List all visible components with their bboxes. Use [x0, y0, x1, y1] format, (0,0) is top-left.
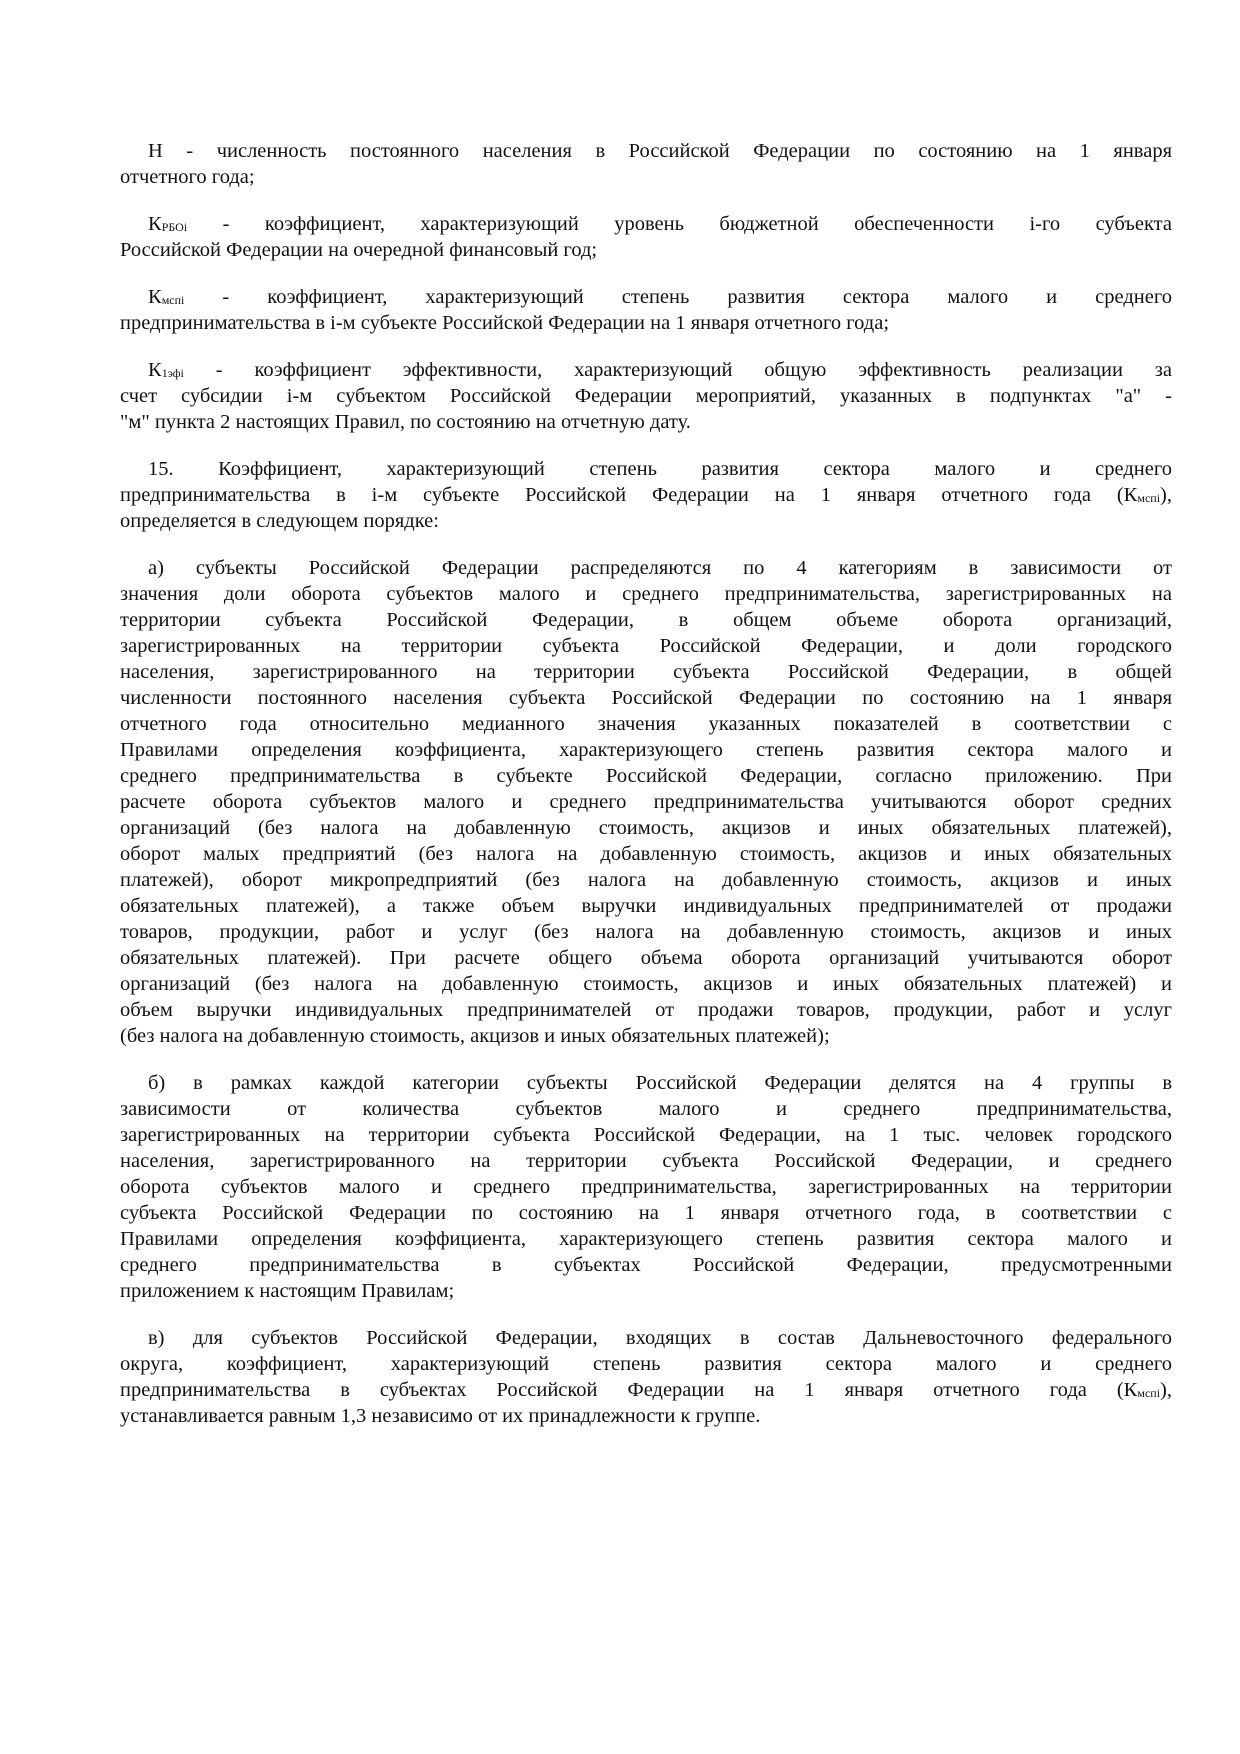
text-line: отчетного года относительно медианного значения указанных показателей в соответствии с — [120, 713, 1172, 735]
text-line: предпринимательства в i-м субъекте Российской Федерации на 1 января отчетного года; — [120, 312, 890, 334]
paragraph — [120, 1070, 1172, 1304]
subscript: 1эфi — [161, 366, 184, 380]
text-line: оборот малых предприятий (без налога на добавленную стоимость, акцизов и иных обязательных — [120, 843, 1172, 865]
paragraph — [120, 138, 1172, 190]
subscript: мспi — [161, 293, 185, 307]
text-line: округа, коэффициент, характеризующий степень развития сектора малого и среднего — [120, 1353, 1172, 1375]
text-line: субъекта Российской Федерации по состоянию на 1 января отчетного года, в соответствии с — [120, 1202, 1172, 1224]
text-line: организаций (без налога на добавленную стоимость, акцизов и иных обязательных платежей), — [120, 817, 1172, 839]
text-line: (без налога на добавленную стоимость, акцизов и иных обязательных платежей); — [120, 1025, 830, 1047]
text-line — [120, 284, 1172, 310]
text-line: среднего предпринимательства в субъекте Российской Федерации, согласно приложению. При — [120, 765, 1172, 787]
text-line — [120, 357, 1172, 383]
text-line: Н - численность постоянного населения в Российской Федерации по состоянию на 1 января — [148, 140, 1172, 162]
subscript: мспi — [1137, 491, 1161, 505]
text-line: объем выручки индивидуальных предпринимателей от продажи товаров, продукции, работ и услуг — [120, 999, 1172, 1021]
text-line: платежей), оборот микропредприятий (без налога на добавленную стоимость, акцизов и иных — [120, 869, 1172, 891]
text-segment: ), — [1160, 484, 1172, 506]
text-segment: К — [148, 359, 162, 381]
text-line: среднего предпринимательства в субъектах Российской Федерации, предусмотренными — [120, 1254, 1172, 1276]
text-line: счет субсидии i-м субъектом Российской Федерации мероприятий, указанных в подпунктах "а" - — [120, 385, 1172, 407]
paragraph — [120, 1325, 1172, 1429]
paragraph — [120, 357, 1172, 435]
text-line: отчетного года; — [120, 166, 255, 188]
text-line: оборота субъектов малого и среднего предпринимательства, зарегистрированных на территории — [120, 1176, 1172, 1198]
text-line: территории субъекта Российской Федерации, в общем объеме оборота организаций, — [120, 609, 1172, 631]
text-line: Российской Федерации на очередной финансовый год; — [120, 239, 598, 261]
text-segment: предпринимательства в i-м субъекте Российской Федерации на 1 января отчетного года (К — [120, 484, 1138, 506]
text-segment: - коэффициент эффективности, характеризующий общую эффективность реализации за — [183, 359, 1172, 381]
text-line: "м" пункта 2 настоящих Правил, по состоянию на отчетную дату. — [120, 411, 691, 433]
text-line: а) субъекты Российской Федерации распределяются по 4 категориям в зависимости от — [148, 557, 1172, 579]
text-line: значения доли оборота субъектов малого и среднего предпринимательства, зарегистрированных на — [120, 583, 1172, 605]
text-line: Правилами определения коэффициента, характеризующего степень развития сектора малого и — [120, 739, 1172, 761]
text-line: приложением к настоящим Правилам; — [120, 1280, 455, 1302]
subscript: мспi — [1137, 1386, 1161, 1400]
text-line — [120, 482, 1172, 508]
text-line: организаций (без налога на добавленную стоимость, акцизов и иных обязательных платежей) и — [120, 973, 1172, 995]
text-segment: К — [148, 213, 162, 235]
text-line — [120, 1377, 1172, 1403]
text-line: населения, зарегистрированного на территории субъекта Российской Федерации, в общей — [120, 661, 1172, 683]
text-line: обязательных платежей). При расчете общего объема оборота организаций учитываются оборот — [120, 947, 1172, 969]
text-line: обязательных платежей), а также объем выручки индивидуальных предпринимателей от продажи — [120, 895, 1172, 917]
text-line: определяется в следующем порядке: — [120, 510, 439, 532]
text-line: товаров, продукции, работ и услуг (без налога на добавленную стоимость, акцизов и иных — [120, 921, 1172, 943]
text-segment: - коэффициент, характеризующий степень развития сектора малого и среднего — [184, 286, 1172, 308]
paragraph — [120, 211, 1172, 263]
text-line: 15. Коэффициент, характеризующий степень развития сектора малого и среднего — [148, 458, 1172, 480]
text-line: численности постоянного населения субъекта Российской Федерации по состоянию на 1 января — [120, 687, 1172, 709]
text-line: населения, зарегистрированного на территории субъекта Российской Федерации, и среднего — [120, 1150, 1172, 1172]
text-segment: - коэффициент, характеризующий уровень бюджетной обеспеченности i-го субъекта — [187, 213, 1172, 235]
text-segment: К — [148, 286, 162, 308]
paragraph — [120, 555, 1172, 1049]
text-line: зависимости от количества субъектов малого и среднего предпринимательства, — [120, 1098, 1172, 1120]
text-line: расчете оборота субъектов малого и среднего предпринимательства учитываются оборот средних — [120, 791, 1172, 813]
text-line: устанавливается равным 1,3 независимо от их принадлежности к группе. — [120, 1405, 761, 1427]
text-line: Правилами определения коэффициента, характеризующего степень развития сектора малого и — [120, 1228, 1172, 1250]
text-line — [120, 211, 1172, 237]
text-line: б) в рамках каждой категории субъекты Российской Федерации делятся на 4 группы в — [148, 1072, 1172, 1094]
text-segment: предпринимательства в субъектах Российской Федерации на 1 января отчетного года (К — [120, 1379, 1138, 1401]
text-line: в) для субъектов Российской Федерации, входящих в состав Дальневосточного федерального — [148, 1327, 1172, 1349]
subscript: РБОi — [161, 220, 188, 234]
text-segment: ), — [1160, 1379, 1172, 1401]
paragraph — [120, 284, 1172, 336]
document-page — [120, 138, 1172, 1450]
text-line: зарегистрированных на территории субъекта Российской Федерации, на 1 тыс. человек городского — [120, 1124, 1172, 1146]
paragraph — [120, 456, 1172, 534]
text-line: зарегистрированных на территории субъекта Российской Федерации, и доли городского — [120, 635, 1172, 657]
